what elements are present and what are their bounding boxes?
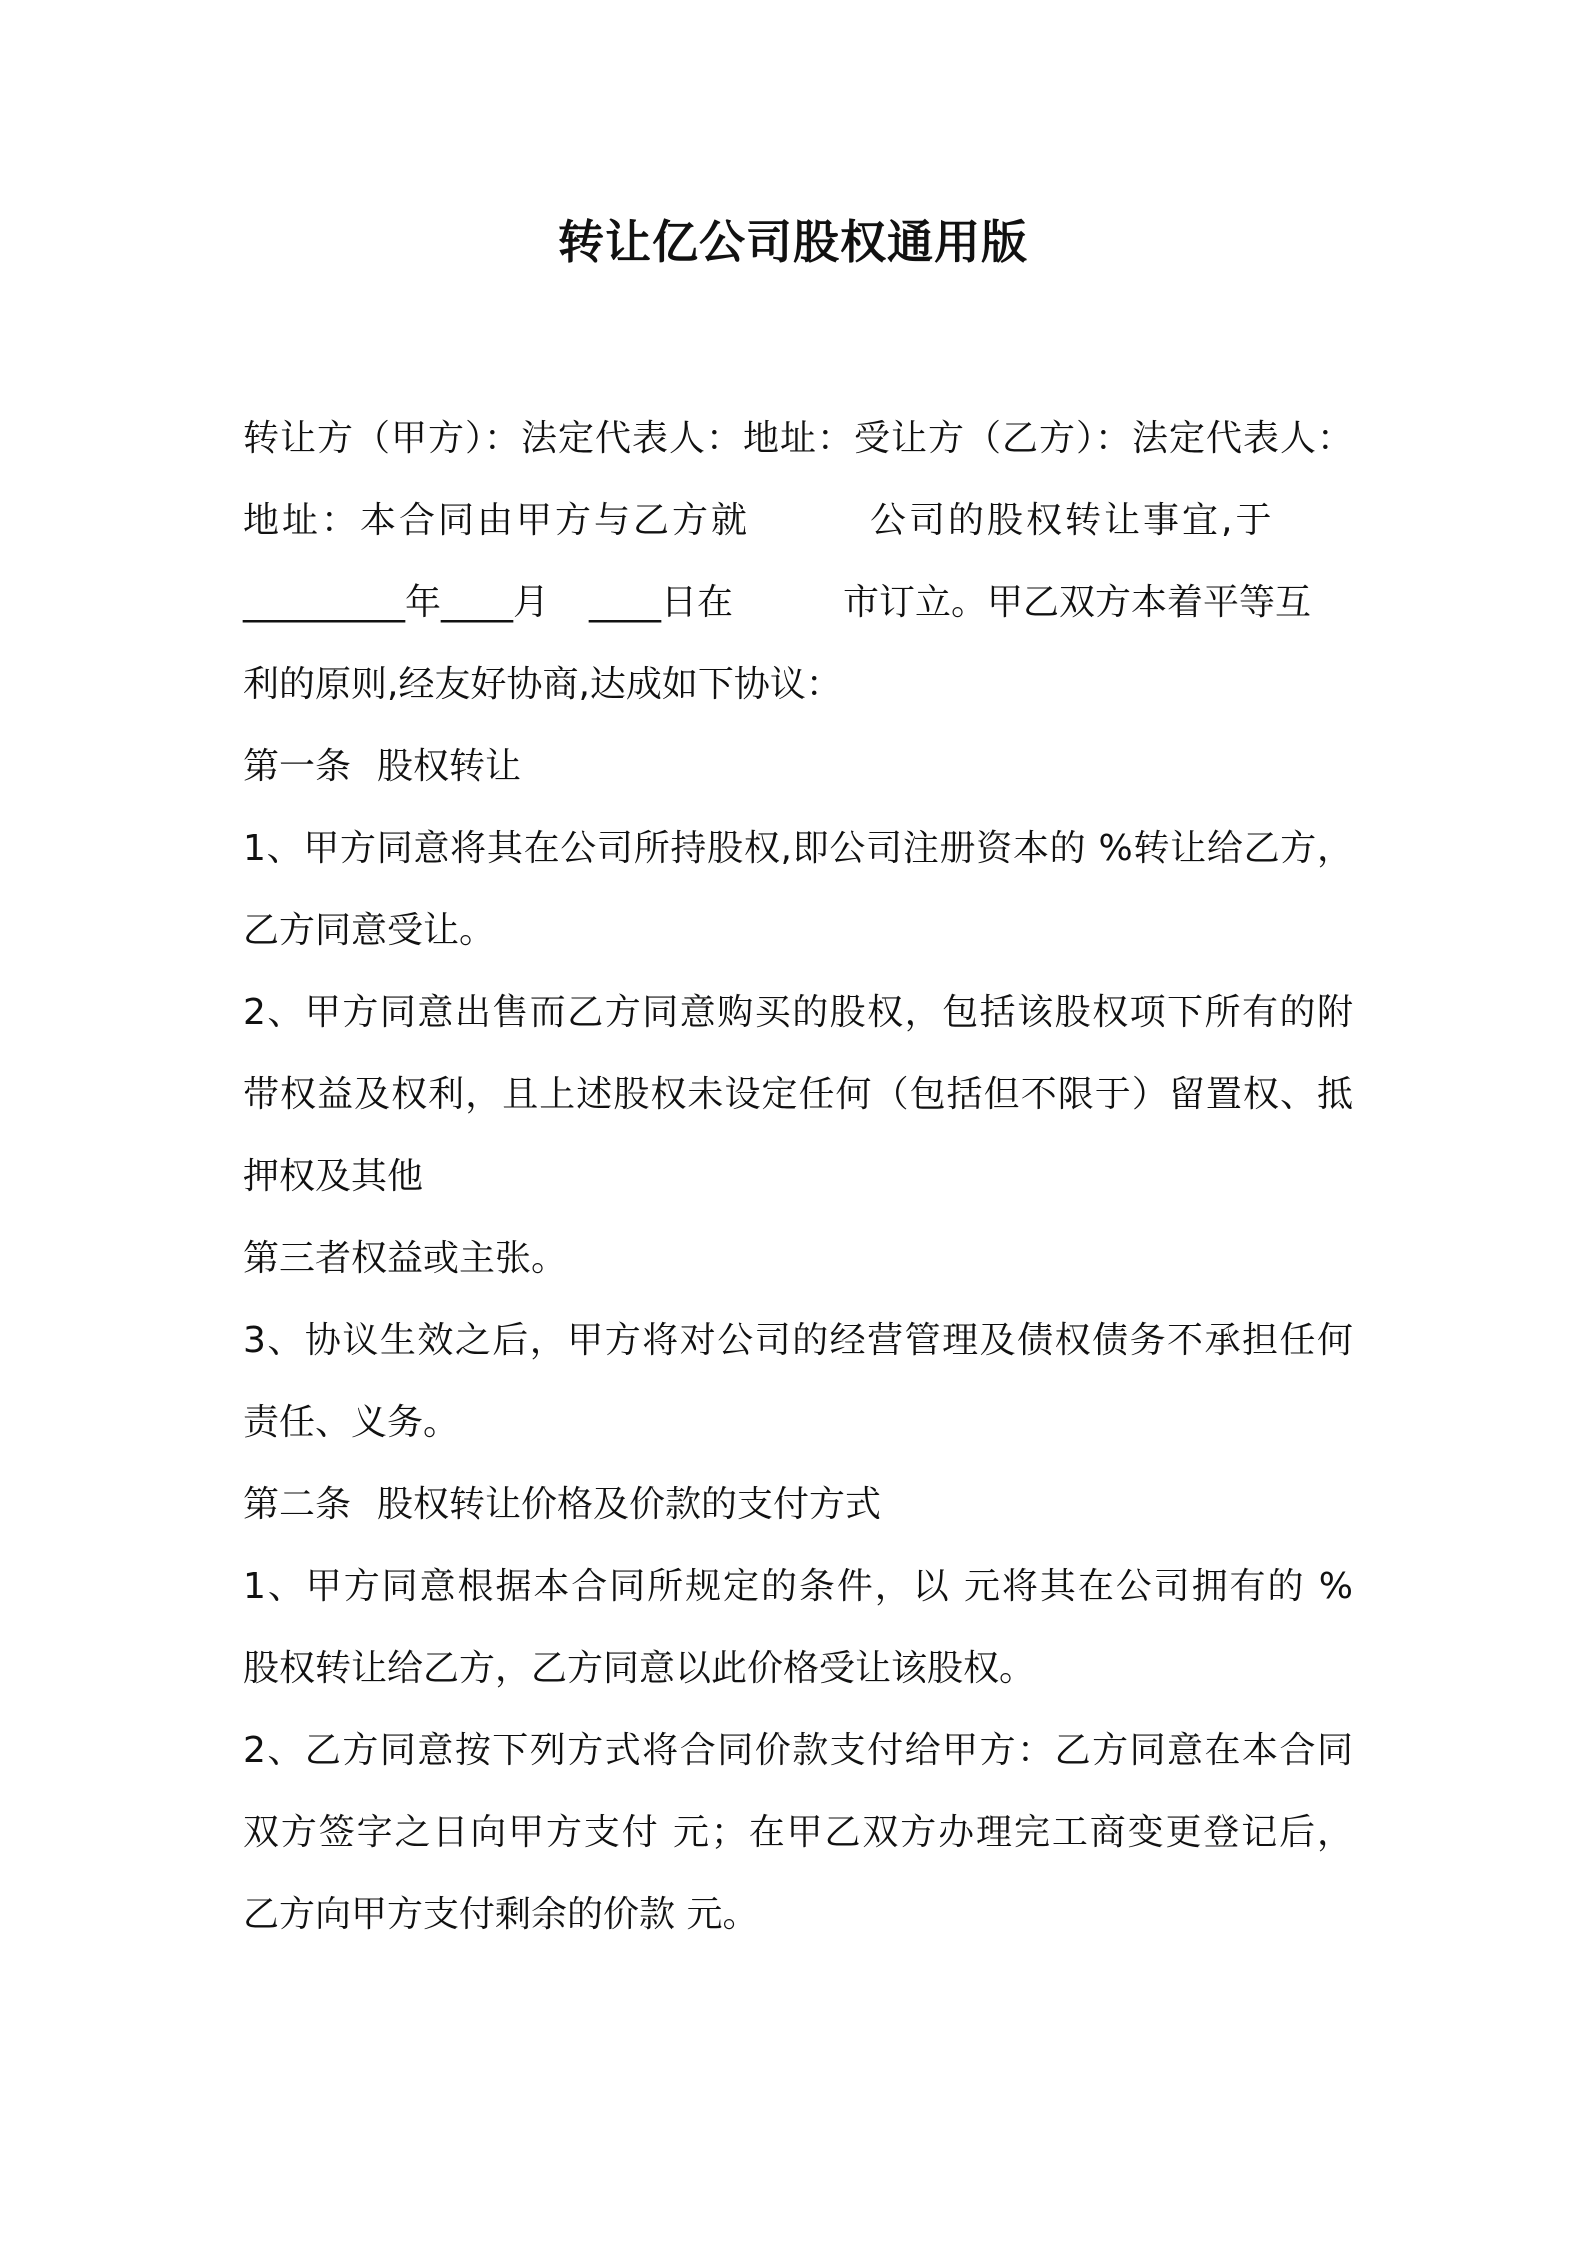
article-2-clause-2-line-3: 乙方向甲方支付剩余的价款 元。 (243, 1894, 759, 1935)
date-year-month: _________年____月 (243, 582, 549, 623)
contract-intro-part-1: 地址：本合同由甲方与乙方就 (243, 500, 751, 541)
article-1-title: 股权转让 (377, 746, 522, 787)
article-1-heading (243, 738, 1353, 796)
article-2-clause-1-line-2: 股权转让给乙方，乙方同意以此价格受让该股权。 (243, 1648, 1036, 1689)
article-1-clause-3-line-1: 3、协议生效之后，甲方将对公司的经营管理及债权债务不承担任何 (243, 1320, 1353, 1361)
article-1-clause-1-line-2: 乙方同意受让。 (243, 910, 496, 951)
article-2-clause-2-line-2: 双方签字之日向甲方支付 元；在甲乙双方办理完工商变更登记后， (243, 1812, 1353, 1853)
contract-intro-line (243, 492, 1353, 550)
article-2-heading (243, 1476, 1353, 1534)
parties-line: 转让方（甲方）：法定代表人：地址：受让方（乙方）：法定代表人： (243, 418, 1353, 459)
document-title: 转让亿公司股权通用版 (558, 215, 1028, 269)
article-1-number: 第一条 (243, 746, 352, 787)
article-2-number: 第二条 (243, 1484, 352, 1525)
article-1-clause-3-line-2: 责任、义务。 (243, 1402, 460, 1443)
article-1-clause-2-line-1: 2、甲方同意出售而乙方同意购买的股权，包括该股权项下所有的附 (243, 992, 1353, 1033)
article-2-clause-1-line-1: 1、甲方同意根据本合同所规定的条件，以 元将其在公司拥有的 % (243, 1566, 1353, 1607)
article-2-clause-2-line-1: 2、乙方同意按下列方式将合同价款支付给甲方：乙方同意在本合同 (243, 1730, 1353, 1771)
date-day-place: ____日在 (589, 582, 734, 623)
article-1-clause-2-line-2: 带权益及权利，且上述股权未设定任何（包括但不限于）留置权、抵 (243, 1074, 1353, 1115)
article-1-clause-2-line-3: 押权及其他 (243, 1156, 424, 1197)
principle-line: 利的原则,经友好协商,达成如下协议： (243, 664, 842, 705)
article-2-title: 股权转让价格及价款的支付方式 (377, 1484, 882, 1525)
date-city-signed: 市订立。甲乙双方本着平等互 (843, 582, 1312, 623)
contract-date-line (243, 574, 1353, 632)
article-1-clause-2-line-4: 第三者权益或主张。 (243, 1238, 568, 1279)
contract-intro-part-2: 公司的股权转让事宜,于 (870, 500, 1275, 541)
article-1-clause-1-line-1: 1、甲方同意将其在公司所持股权,即公司注册资本的 %转让给乙方， (243, 828, 1353, 869)
